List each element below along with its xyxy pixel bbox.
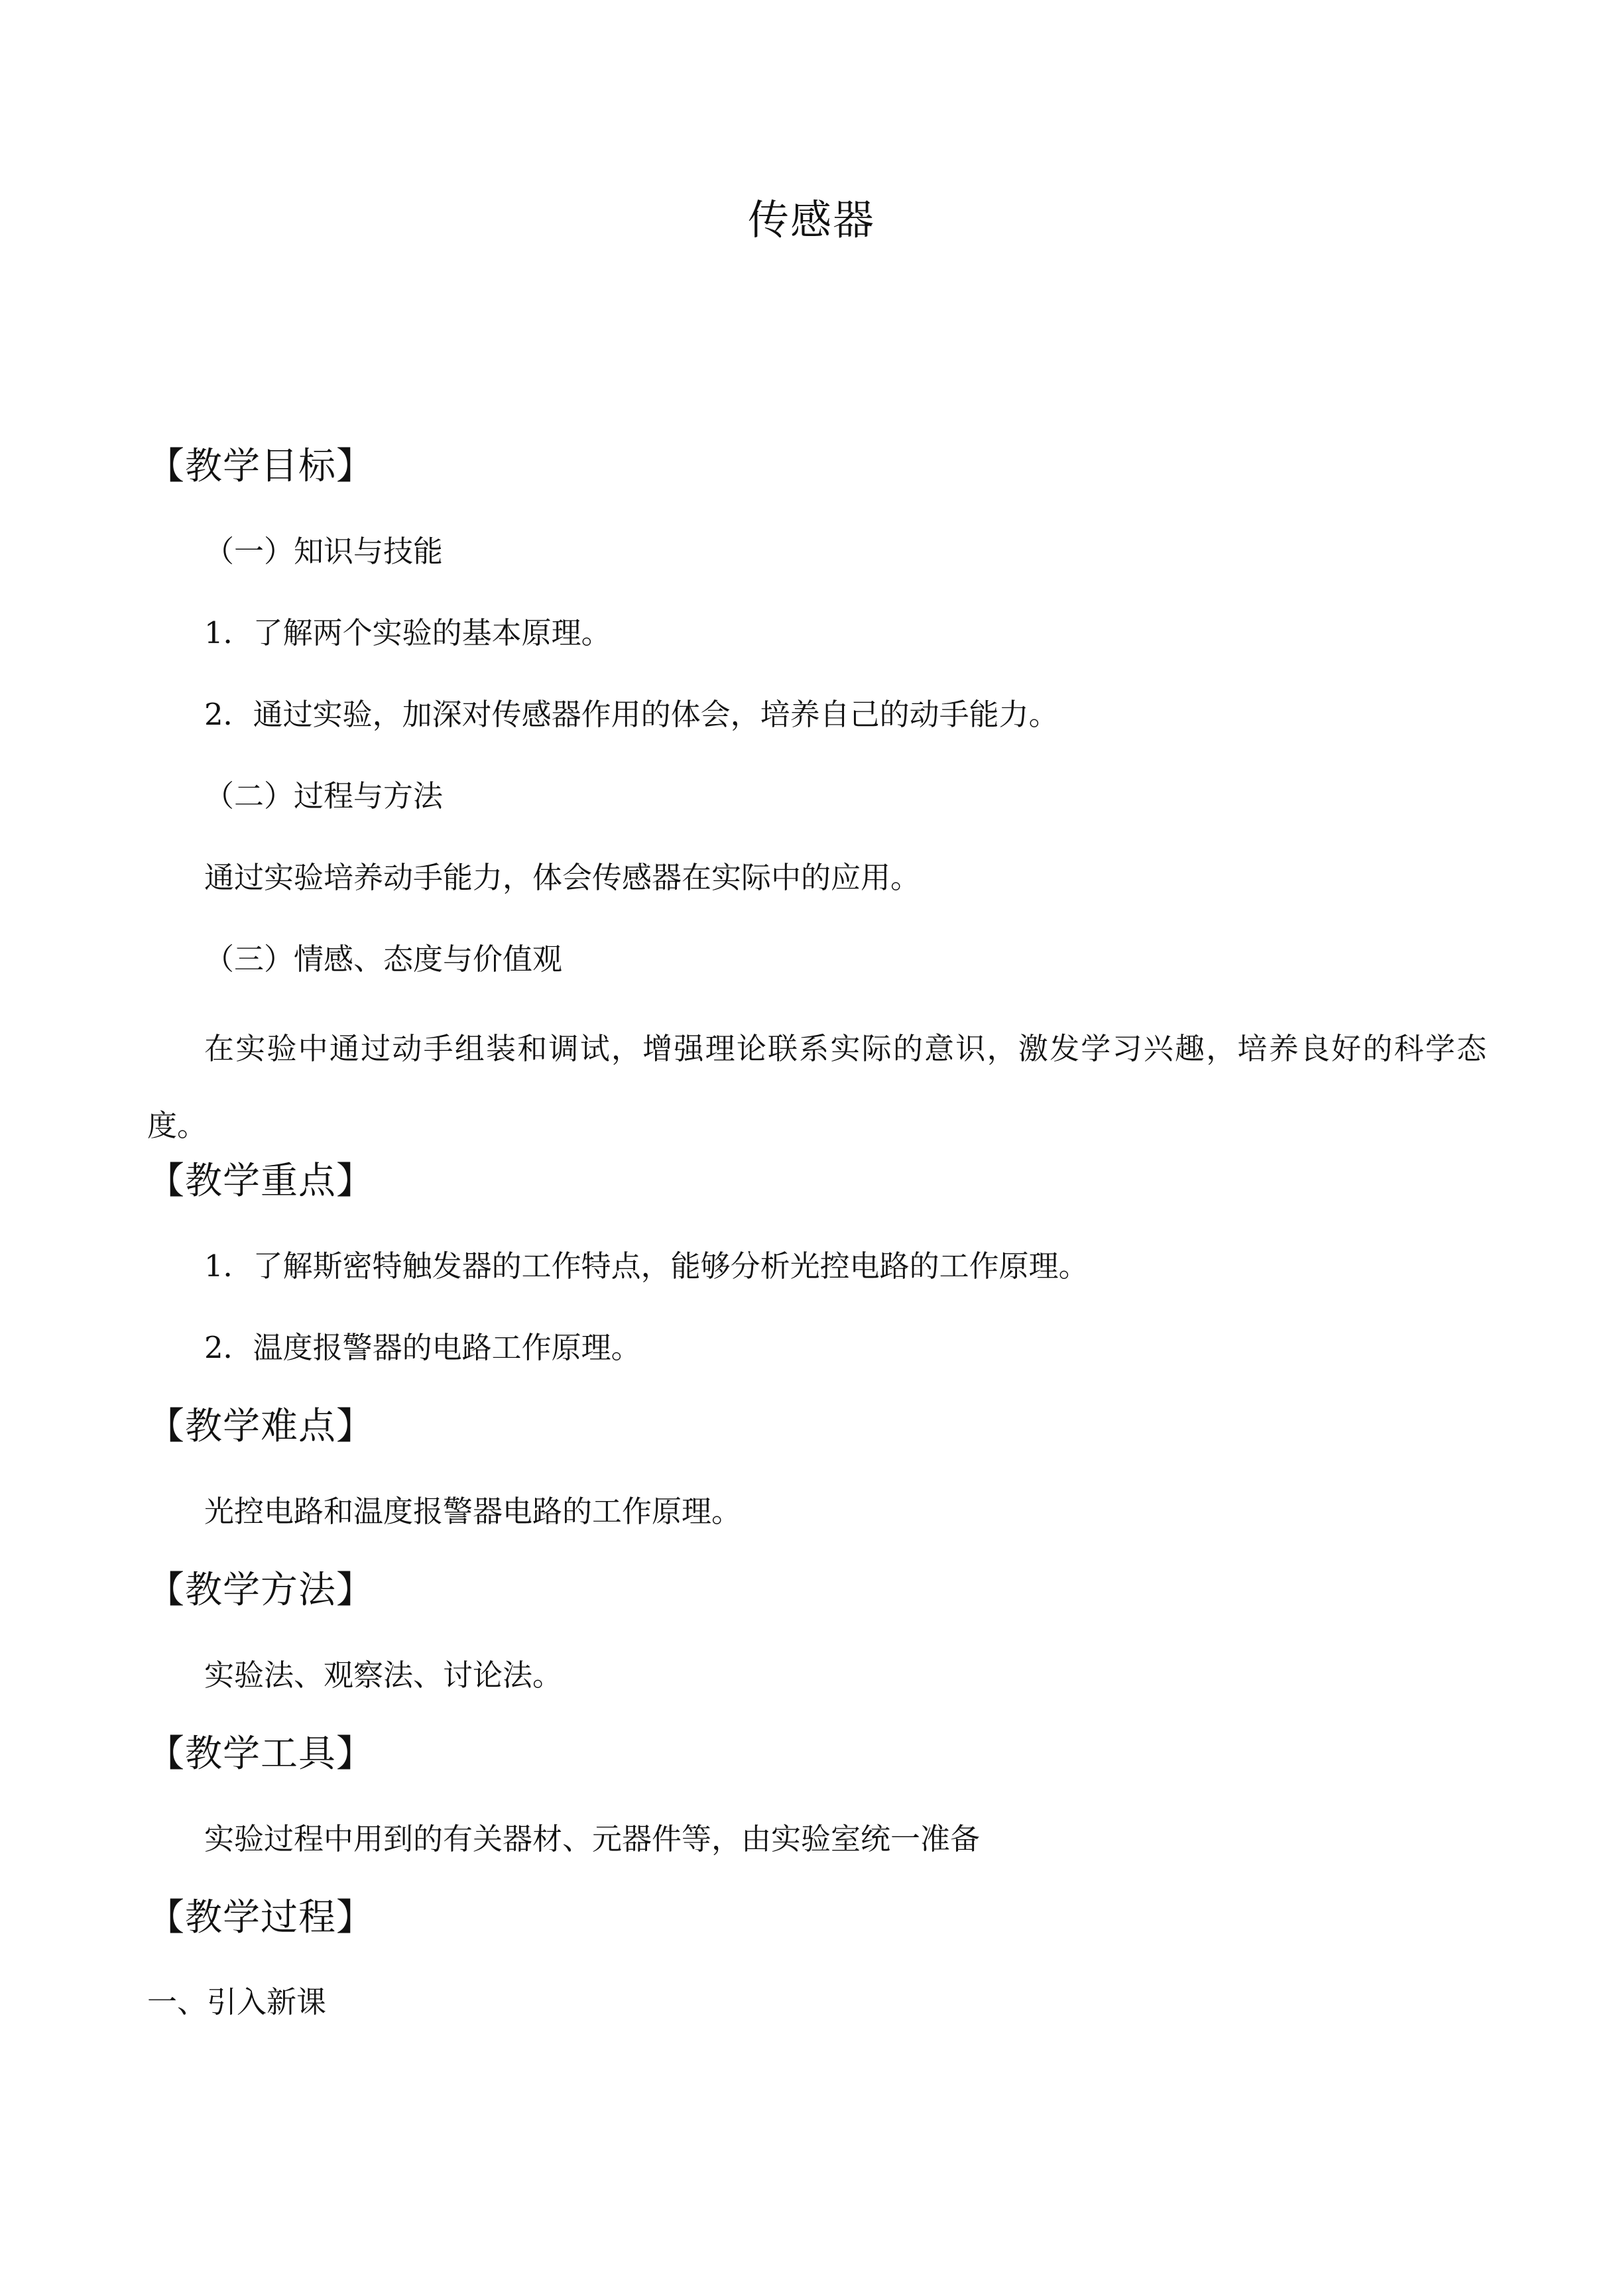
subheading-emotion: （三）情感、态度与价值观 [204, 941, 563, 977]
subheading-process: （二）过程与方法 [204, 778, 444, 814]
tools-text: 实验过程中用到的有关器材、元器件等，由实验室统一准备 [204, 1821, 981, 1856]
section-heading-key-points: 【教学重点】 [147, 1160, 374, 1203]
process-text: 通过实验培养动手能力，体会传感器在实际中的应用。 [204, 860, 921, 895]
emotion-text: 在实验中通过动手组装和调试，增强理论联系实际的意识，激发学习兴趣，培养良好的科学态度。 [147, 1031, 1486, 1143]
section-heading-objectives: 【教学目标】 [147, 445, 374, 488]
methods-text: 实验法、观察法、讨论法。 [204, 1658, 563, 1693]
knowledge-item-1: 1．了解两个实验的基本原理。 [204, 615, 611, 650]
document-title: 传感器 [747, 196, 875, 244]
subheading-knowledge: （一）知识与技能 [204, 534, 444, 569]
section-heading-difficulties: 【教学难点】 [147, 1405, 374, 1448]
knowledge-item-2: 2．通过实验，加深对传感器作用的体会，培养自己的动手能力。 [204, 697, 1059, 732]
section-heading-methods: 【教学方法】 [147, 1569, 374, 1612]
section-heading-process: 【教学过程】 [147, 1896, 374, 1939]
process-step-1: 一、引入新课 [147, 1984, 327, 2020]
key-point-item-1: 1．了解斯密特触发器的工作特点，能够分析光控电路的工作原理。 [204, 1248, 1089, 1284]
section-heading-tools: 【教学工具】 [147, 1732, 374, 1776]
difficulties-text: 光控电路和温度报警器电路的工作原理。 [204, 1494, 742, 1529]
key-point-item-2: 2．温度报警器的电路工作原理。 [204, 1330, 641, 1365]
